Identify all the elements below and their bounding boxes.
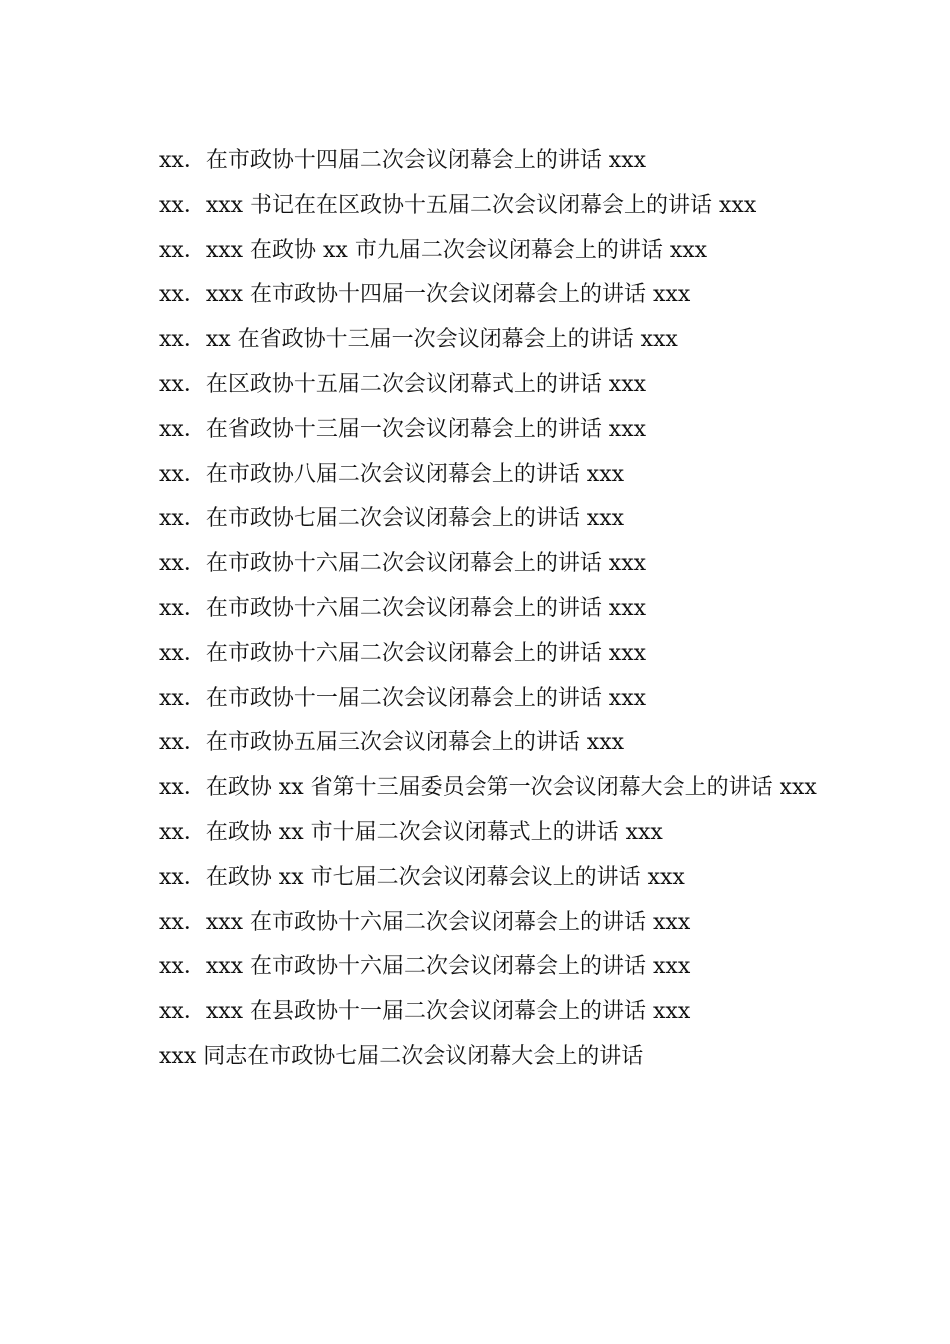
list-item: xx．在省政协十三届一次会议闭幕会上的讲话 xxx <box>159 416 647 442</box>
list-item: xx．xxx 书记在在区政协十五届二次会议闭幕会上的讲话 xxx <box>159 192 757 218</box>
list-item: xx．在市政协五届三次会议闭幕会上的讲话 xxx <box>159 730 625 756</box>
list-item: xx．在市政协十一届二次会议闭幕会上的讲话 xxx <box>159 685 647 711</box>
list-item: xx．在政协 xx 市十届二次会议闭幕式上的讲话 xxx <box>159 819 663 845</box>
list-item: xx．在市政协十四届二次会议闭幕会上的讲话 xxx <box>159 148 647 173</box>
list-item: xx．在市政协七届二次会议闭幕会上的讲话 xxx <box>159 506 625 532</box>
list-item: xx．xxx 在市政协十六届二次会议闭幕会上的讲话 xxx <box>159 954 691 980</box>
list-item: xx．xx 在省政协十三届一次会议闭幕会上的讲话 xxx <box>159 327 678 353</box>
list-item: xx．在政协 xx 省第十三届委员会第一次会议闭幕大会上的讲话 xxx <box>159 775 817 801</box>
list-item: xx．在政协 xx 市七届二次会议闭幕会议上的讲话 xxx <box>159 864 685 890</box>
list-item: xx．xxx 在市政协十四届一次会议闭幕会上的讲话 xxx <box>159 282 691 308</box>
list-item: xx．在区政协十五届二次会议闭幕式上的讲话 xxx <box>159 371 647 397</box>
list-item: xx．xxx 在市政协十六届二次会议闭幕会上的讲话 xxx <box>159 909 691 935</box>
list-item: xxx 同志在市政协七届二次会议闭幕大会上的讲话 <box>159 1043 644 1069</box>
list-item: xx．xxx 在县政协十一届二次会议闭幕会上的讲话 xxx <box>159 999 691 1025</box>
list-item: xx．在市政协十六届二次会议闭幕会上的讲话 xxx <box>159 595 647 621</box>
list-item: xx．在市政协十六届二次会议闭幕会上的讲话 xxx <box>159 640 647 666</box>
list-item: xx．在市政协十六届二次会议闭幕会上的讲话 xxx <box>159 551 647 577</box>
list-item: xx．xxx 在政协 xx 市九届二次会议闭幕会上的讲话 xxx <box>159 237 708 263</box>
list-item: xx．在市政协八届二次会议闭幕会上的讲话 xxx <box>159 461 625 487</box>
document-body <box>119 139 825 1080</box>
